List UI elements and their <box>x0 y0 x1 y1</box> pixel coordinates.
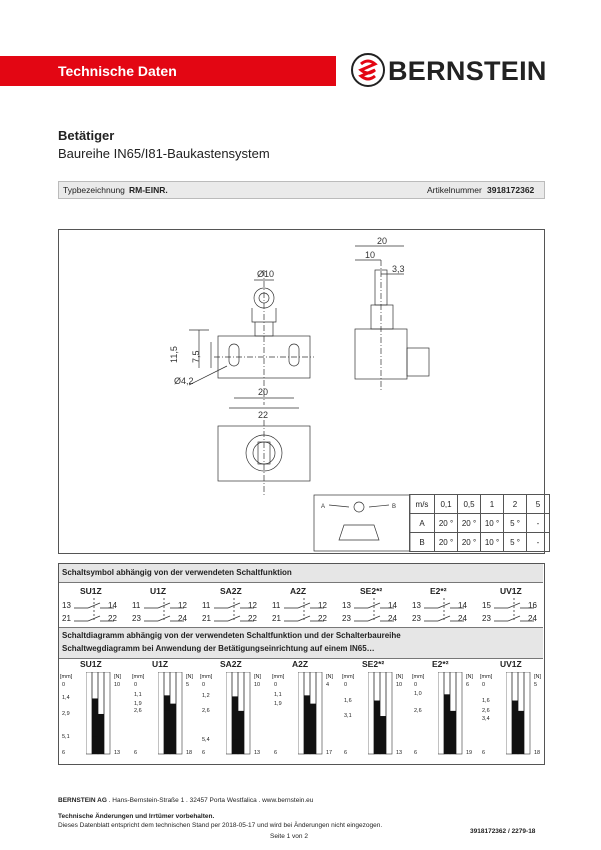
switch-pin-label: 21 <box>202 614 211 623</box>
switch-pin-label: 12 <box>248 601 257 610</box>
travel-label: 4 <box>326 682 330 688</box>
travel-label: [mm] <box>480 674 493 680</box>
switch-pin-label: 24 <box>178 614 187 623</box>
dim-w22: 22 <box>258 410 269 420</box>
switch-pin-label: 24 <box>458 614 467 623</box>
travel-label: 18 <box>186 750 193 756</box>
travel-label: 13 <box>254 750 261 756</box>
travel-label: 0 <box>134 682 138 688</box>
travel-label: 18 <box>534 750 541 756</box>
speed-cell: 20 ° <box>458 533 481 552</box>
travel-mark: 5,1 <box>62 733 70 740</box>
speed-header: 1 <box>481 495 504 514</box>
travel-mark: 1,9 <box>274 700 282 707</box>
switch-contact-icon <box>214 598 254 626</box>
speed-header: 5 <box>527 495 550 514</box>
travel-function-name: SU1Z <box>80 659 102 669</box>
travel-label: [mm] <box>272 674 285 680</box>
travel-mark: 5,4 <box>202 736 210 743</box>
speed-cell: 20 ° <box>435 533 458 552</box>
speed-cell: 5 ° <box>504 533 527 552</box>
travel-mark: 1,4 <box>62 695 70 702</box>
travel-label: 0 <box>414 682 418 688</box>
travel-mark: 2,6 <box>202 707 210 714</box>
switch-pin-label: 23 <box>482 614 491 623</box>
switch-symbol-header <box>59 564 543 583</box>
switch-pin-label: 21 <box>272 614 281 623</box>
dim-a: A <box>321 504 326 510</box>
travel-mark: 2,6 <box>134 707 142 714</box>
travel-bar-graphic <box>438 672 464 758</box>
dim-w20: 20 <box>258 387 269 397</box>
travel-bar-graphic <box>298 672 324 758</box>
speed-header: m/s <box>410 495 435 514</box>
switch-contact-icon <box>424 598 464 626</box>
section-title: Technische Daten <box>58 63 177 79</box>
travel-label: [N] <box>466 674 474 680</box>
travel-label: [N] <box>396 674 404 680</box>
speed-cell: 10 ° <box>481 533 504 552</box>
switch-pin-label: 22 <box>318 614 327 623</box>
travel-mark: 1,6 <box>344 697 352 704</box>
travel-bar-graphic <box>506 672 532 758</box>
speed-table <box>409 494 550 552</box>
switch-pin-label: 15 <box>482 601 491 610</box>
speed-cell: - <box>527 514 550 533</box>
travel-label: 0 <box>344 682 348 688</box>
switch-contact-icon <box>74 598 114 626</box>
travel-label: [N] <box>326 674 334 680</box>
travel-label: 10 <box>254 682 261 688</box>
travel-label: 6 <box>344 750 348 756</box>
switch-pin-label: 13 <box>62 601 71 610</box>
switch-diagram-header <box>59 627 543 659</box>
travel-label: 13 <box>396 750 403 756</box>
switch-pin-label: 22 <box>108 614 117 623</box>
travel-mark: 3,1 <box>344 713 352 720</box>
travel-label: [mm] <box>60 674 73 680</box>
switch-contact-icon <box>494 598 534 626</box>
travel-label: 5 <box>534 682 538 688</box>
dim-s33: 3,3 <box>392 264 405 274</box>
travel-mark: 1,1 <box>274 692 282 699</box>
travel-label: [N] <box>534 674 542 680</box>
dim-b: B <box>392 504 397 510</box>
dim-h115: 11,5 <box>169 346 179 363</box>
dim-s20: 20 <box>377 236 388 246</box>
switch-pin-label: 16 <box>528 601 537 610</box>
article-value: 3918172362 <box>487 185 535 195</box>
travel-label: 6 <box>202 750 206 756</box>
travel-bar-graphic <box>368 672 394 758</box>
travel-mark: 2,6 <box>482 707 490 714</box>
speed-header: 0,1 <box>435 495 458 514</box>
switch-function-name: E2*² <box>430 586 447 596</box>
dim-s10: 10 <box>365 250 376 260</box>
footer-company: BERNSTEIN AG <box>58 797 107 804</box>
travel-function-name: UV1Z <box>500 659 522 669</box>
switch-function-name: U1Z <box>150 586 167 596</box>
footer-address-text: . Hans-Bernstein-Straße 1 . 32457 Porta Westfalica . www.bernstein.eu <box>108 797 314 804</box>
travel-mark: 1,6 <box>482 697 490 704</box>
switch-pin-label: 24 <box>528 614 537 623</box>
travel-label: 5 <box>186 682 190 688</box>
travel-mark: 2,9 <box>62 710 70 717</box>
switch-pin-label: 24 <box>388 614 397 623</box>
switch-pin-label: 13 <box>342 601 351 610</box>
travel-label: [N] <box>254 674 262 680</box>
speed-cell: 20 ° <box>435 514 458 533</box>
speed-cell: - <box>527 533 550 552</box>
travel-label: 13 <box>114 750 121 756</box>
travel-label: [mm] <box>200 674 213 680</box>
travel-label: 6 <box>482 750 486 756</box>
switch-pin-label: 14 <box>388 601 397 610</box>
travel-mark: 1,0 <box>414 691 422 698</box>
dim-h75: 7,5 <box>191 350 201 363</box>
dim-d42: Ø4,2 <box>174 376 194 386</box>
speed-cell: A <box>410 514 435 533</box>
switch-pin-label: 23 <box>132 614 141 623</box>
travel-mark: 2,6 <box>414 707 422 714</box>
footer-disclaimer: Technische Änderungen und Irrtümer vorbehalten. <box>58 813 215 820</box>
travel-label: 10 <box>396 682 403 688</box>
speed-cell: B <box>410 533 435 552</box>
speed-header: 0,5 <box>458 495 481 514</box>
switch-function-name: SU1Z <box>80 586 102 596</box>
speed-cell: 10 ° <box>481 514 504 533</box>
travel-label: 17 <box>326 750 333 756</box>
product-title: Betätiger <box>58 128 115 143</box>
travel-label: [N] <box>186 674 194 680</box>
travel-label: 6 <box>466 682 470 688</box>
footer-note: Dieses Datenblatt entspricht dem technischen Stand per 2018-05-17 und wird bei Änderungen nicht eingezogen. <box>58 822 383 829</box>
switch-function-name: SE2*² <box>360 586 383 596</box>
travel-label: 0 <box>274 682 278 688</box>
switch-pin-label: 12 <box>178 601 187 610</box>
header-band-tip <box>322 56 336 86</box>
switch-function-name: A2Z <box>290 586 307 596</box>
travel-label: 0 <box>482 682 486 688</box>
footer-doc-id: 3918172362 / 2279-18 <box>470 828 536 835</box>
switch-contact-icon <box>284 598 324 626</box>
article-label: Artikelnummer <box>427 185 482 195</box>
travel-label: [mm] <box>412 674 425 680</box>
speed-cell: 5 ° <box>504 514 527 533</box>
switch-function-name: SA2Z <box>220 586 242 596</box>
switch-pin-label: 12 <box>318 601 327 610</box>
switch-pin-label: 13 <box>412 601 421 610</box>
switch-function-name: UV1Z <box>500 586 522 596</box>
travel-bar-graphic <box>86 672 112 758</box>
switch-pin-label: 14 <box>108 601 117 610</box>
switch-pin-label: 11 <box>202 601 211 610</box>
travel-label: 10 <box>114 682 121 688</box>
switch-pin-label: 21 <box>62 614 71 623</box>
travel-label: 0 <box>202 682 206 688</box>
speed-cell: 20 ° <box>458 514 481 533</box>
switch-pin-label: 11 <box>272 601 281 610</box>
switch-pin-label: 23 <box>412 614 421 623</box>
travel-label: 6 <box>62 750 66 756</box>
switch-pin-label: 22 <box>248 614 257 623</box>
dim-d10: Ø10 <box>257 269 275 279</box>
switch-contact-icon <box>144 598 184 626</box>
travel-mark: 3,4 <box>482 716 490 723</box>
travel-bar-graphic <box>226 672 252 758</box>
travel-function-name: SE2*² <box>362 659 385 669</box>
travel-label: [mm] <box>342 674 355 680</box>
travel-mark: 1,1 <box>134 692 142 699</box>
brand-logo-text: BERNSTEIN <box>388 56 547 86</box>
travel-function-name: SA2Z <box>220 659 242 669</box>
travel-diagram-title: Schaltwegdiagramm bei Anwendung der Betätigungseinrichtung auf einem IN65… <box>62 644 375 653</box>
travel-mark: 1,9 <box>134 700 142 707</box>
travel-label: 19 <box>466 750 473 756</box>
switch-pin-label: 23 <box>342 614 351 623</box>
travel-function-name: A2Z <box>292 659 309 669</box>
travel-label: 6 <box>414 750 418 756</box>
travel-label: [N] <box>114 674 122 680</box>
travel-label: 6 <box>134 750 138 756</box>
travel-bar-graphic <box>158 672 184 758</box>
type-value: RM-EINR. <box>129 185 168 195</box>
switch-diagram-title: Schaltdiagramm abhängig von der verwendeten Schaltfunktion und der Schalterbaureihe <box>62 631 401 640</box>
travel-function-name: E2*² <box>432 659 449 669</box>
footer-page: Seite 1 von 2 <box>270 833 308 840</box>
travel-label: 0 <box>62 682 66 688</box>
type-label: Typbezeichnung <box>63 185 125 195</box>
switch-pin-label: 11 <box>132 601 141 610</box>
switch-contact-icon <box>354 598 394 626</box>
switch-symbol-title: Schaltsymbol abhängig von der verwendeten Schaltfunktion <box>62 568 292 577</box>
footer-address <box>58 797 313 804</box>
travel-label: 6 <box>274 750 278 756</box>
product-subtitle: Baureihe IN65/I81-Baukastensystem <box>58 146 270 161</box>
travel-label: [mm] <box>132 674 145 680</box>
travel-mark: 1,2 <box>202 693 210 700</box>
bernstein-logo-icon <box>350 52 386 88</box>
switch-pin-label: 14 <box>458 601 467 610</box>
travel-function-name: U1Z <box>152 659 169 669</box>
speed-header: 2 <box>504 495 527 514</box>
type-bar <box>58 181 545 199</box>
